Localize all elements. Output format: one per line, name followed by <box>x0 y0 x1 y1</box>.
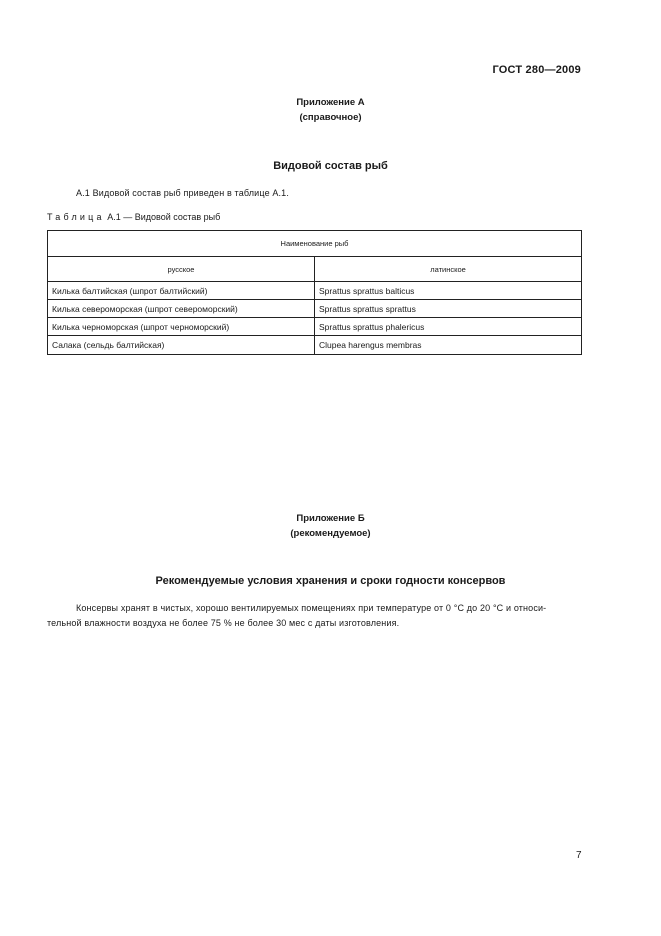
appendix-b-paragraph-line-2: тельной влажности воздуха не более 75 % не более 30 мес с даты изготовления. <box>47 618 400 628</box>
appendix-a-heading: Видовой состав рыб <box>273 160 388 172</box>
table-row <box>48 318 582 336</box>
table-cell-russian: Салака (сельдь балтийская) <box>48 336 315 355</box>
table-row <box>48 336 582 355</box>
appendix-b-status: (рекомендуемое) <box>290 528 371 539</box>
appendix-b-title: Приложение Б <box>296 513 365 524</box>
standard-code: ГОСТ 280—2009 <box>492 64 581 76</box>
table-cell-latin: Sprattus sprattus sprattus <box>315 300 582 318</box>
appendix-a-paragraph: А.1 Видовой состав рыб приведен в таблице А.1. <box>76 188 289 198</box>
table-caption <box>47 212 220 222</box>
table-cell-russian: Килька североморская (шпрот североморский) <box>48 300 315 318</box>
table-cell-russian: Килька черноморская (шпрот черноморский) <box>48 318 315 336</box>
table-row <box>48 282 582 300</box>
appendix-b-title-block <box>0 511 661 541</box>
appendix-b-paragraph-line-1: Консервы хранят в чистых, хорошо вентилируемых помещениях при температуре от 0 °С до 20 °С и относи- <box>76 603 547 613</box>
table-header-main: Наименование рыб <box>48 231 582 257</box>
table-caption-title: А.1 — Видовой состав рыб <box>107 212 221 222</box>
table-cell-latin: Sprattus sprattus phalericus <box>315 318 582 336</box>
table-row <box>48 300 582 318</box>
appendix-b-heading: Рекомендуемые условия хранения и сроки годности консервов <box>155 575 506 587</box>
page-number: 7 <box>576 850 582 861</box>
table-cell-latin: Clupea harengus membras <box>315 336 582 355</box>
appendix-a-status: (справочное) <box>299 112 362 123</box>
appendix-a-title-block <box>0 95 661 125</box>
table-cell-russian: Килька балтийская (шпрот балтийский) <box>48 282 315 300</box>
table-header-latin: латинское <box>315 257 582 282</box>
appendix-a-title: Приложение А <box>296 97 365 108</box>
species-table <box>47 230 582 355</box>
table-cell-latin: Sprattus sprattus balticus <box>315 282 582 300</box>
table-caption-prefix: Таблица <box>47 212 105 222</box>
table-header-russian: русское <box>48 257 315 282</box>
